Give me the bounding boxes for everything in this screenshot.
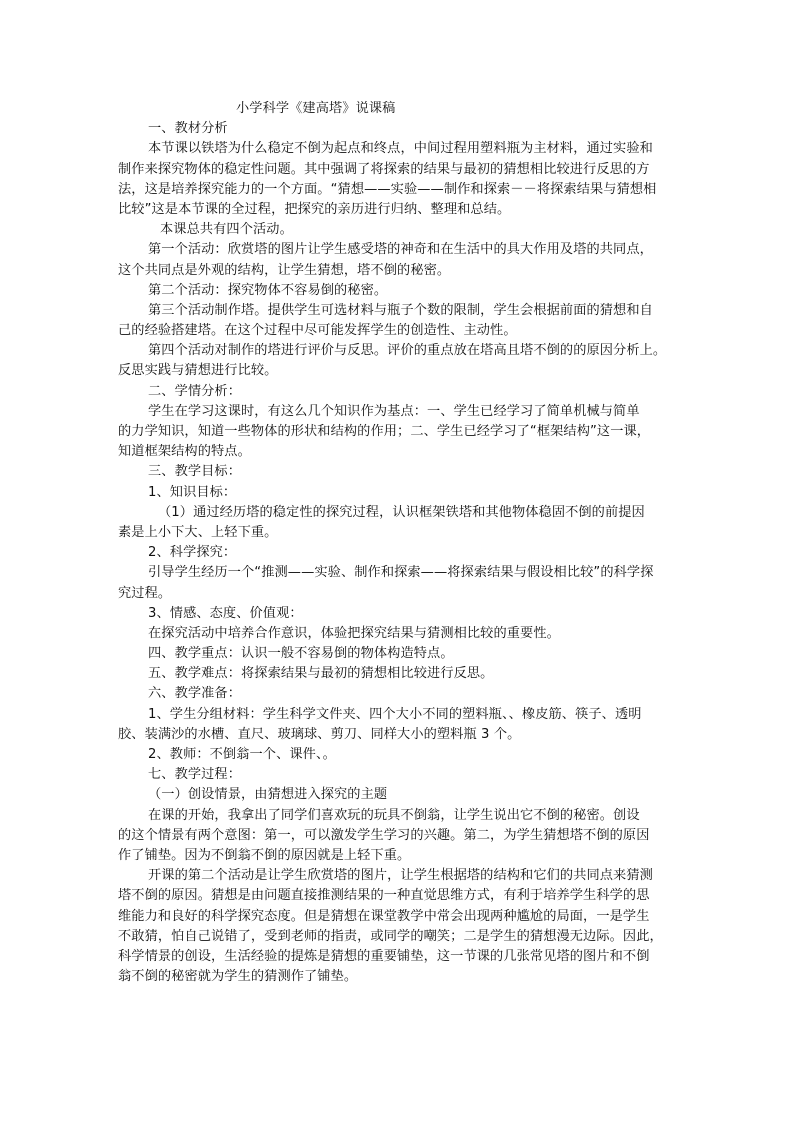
paragraph-line: 2、教师：不倒翁一个、课件、。 xyxy=(148,747,336,762)
paragraph-line: 究过程。 xyxy=(118,585,172,601)
paragraph-line: 第一个活动：欣赏塔的图片让学生感受塔的神奇和在生活中的具大作用及塔的共同点， xyxy=(148,242,653,258)
subsection-heading: 1、知识目标： xyxy=(148,484,237,500)
paragraph-line: 法，这是培养探究能力的一个方面。“猜想——实验——制作和探索－－将探索结果与猜想相 xyxy=(118,181,657,197)
paragraph-line: 维能力和良好的科学探究态度。但是猜想在课堂教学中常会出现两种尴尬的局面，一是学生 xyxy=(118,908,650,924)
section-heading: 七、教学过程： xyxy=(148,767,242,783)
paragraph-line: 在课的开始，我拿出了同学们喜欢玩的玩具不倒翁，让学生说出它不倒的秘密。创设 xyxy=(148,807,640,823)
paragraph-line: 学生在学习这课时，有这么几个知识作为基点：一、学生已经学习了简单机械与简单 xyxy=(148,403,640,419)
paragraph-line: 塔不倒的原因。猜想是由问题直接推测结果的一种直觉思维方式，有利于培养学生科学的思 xyxy=(118,888,650,904)
section-heading: 三、教学目标： xyxy=(148,464,242,480)
paragraph-line: 的力学知识，知道一些物体的形状和结构的作用；二、学生已经学习了“框架结构”这一课， xyxy=(118,424,651,439)
subsection-heading: 3、情感、态度、价值观： xyxy=(148,605,303,621)
paragraph-line: 引导学生经历一个“推测——实验、制作和探索——将探索结果与假设相比较”的科学探 xyxy=(148,565,654,581)
paragraph-line: 素是上小下大、上轻下重。 xyxy=(118,524,278,540)
page-title: 小学科学《建高塔》说课稿 xyxy=(236,101,396,116)
paragraph-line: （1）通过经历塔的稳定性的探究过程，认识框架铁塔和其他物体稳固不倒的前提因 xyxy=(158,504,645,520)
section-heading: 四、教学重点：认识一般不容易倒的物体构造特点。 xyxy=(148,646,454,662)
paragraph-line: 胶、装满沙的水槽、直尺、玻璃球、剪刀、同样大小的塑料瓶 3 个。 xyxy=(118,726,521,742)
document-body xyxy=(118,99,686,987)
paragraph-line: 第四个活动对制作的塔进行评价与反思。评价的重点放在塔高且塔不倒的的原因分析上。 xyxy=(148,343,667,359)
paragraph-line: 这个共同点是外观的结构，让学生猜想，塔不倒的秘密。 xyxy=(118,262,451,278)
paragraph-line: 翁不倒的秘密就为学生的猜测作了铺垫。 xyxy=(118,969,358,985)
section-heading: 六、教学准备： xyxy=(148,686,242,702)
section-heading: 二、学情分析： xyxy=(148,383,242,399)
paragraph-line: 本课总共有四个活动。 xyxy=(160,222,293,238)
paragraph-line: 科学情景的创设，生活经验的提炼是猜想的重要铺垫，这一节课的几张常见塔的图片和不倒 xyxy=(118,948,650,964)
paragraph-line: 反思实践与猜想进行比较。 xyxy=(118,363,278,379)
paragraph-line: 开课的第二个活动是让学生欣赏塔的图片，让学生根据塔的结构和它们的共同点来猜测 xyxy=(148,868,653,884)
paragraph-line: 第二个活动：探究物体不容易倒的秘密。 xyxy=(148,282,388,298)
paragraph-line: 第三个活动制作塔。提供学生可选材料与瓶子个数的限制，学生会根据前面的猜想和自 xyxy=(148,302,653,318)
paragraph-line: 1、学生分组材料：学生科学文件夹、四个大小不同的塑料瓶、、橡皮筋、筷子、透明 xyxy=(148,706,642,722)
subsection-heading: 2、科学探究： xyxy=(148,545,237,561)
paragraph-line: 制作来探究物体的稳定性问题。其中强调了将探索的结果与最初的猜想相比较进行反思的方 xyxy=(118,161,650,177)
paragraph-line: 比较”这是本节课的全过程，把探究的亲历进行归纳、整理和总结。 xyxy=(118,201,511,217)
paragraph-line: 在探究活动中培养合作意识，体验把探究结果与猜测相比较的重要性。 xyxy=(148,625,560,641)
paragraph-line: 作了铺垫。因为不倒翁不倒的原因就是上轻下重。 xyxy=(118,847,411,863)
paragraph-line: 知道框架结构的特点。 xyxy=(118,444,251,460)
subsection-heading: （一）创设情景，由猜想进入探究的主题 xyxy=(148,787,388,803)
section-heading: 一、教材分析 xyxy=(148,121,228,137)
paragraph-line: 己的经验搭建塔。在这个过程中尽可能发挥学生的创造性、主动性。 xyxy=(118,323,517,339)
paragraph-line: 不敢猜，怕自己说错了，受到老师的指责，或同学的嘲笑；二是学生的猜想漫无边际。因此， xyxy=(118,928,663,944)
paragraph-line: 本节课以铁塔为什么稳定不倒为起点和终点，中间过程用塑料瓶为主材料，通过实验和 xyxy=(148,141,653,157)
paragraph-line: 的这个情景有两个意图：第一，可以激发学生学习的兴趣。第二，为学生猜想塔不倒的原因 xyxy=(118,827,650,843)
section-heading: 五、教学难点：将探索结果与最初的猜想相比较进行反思。 xyxy=(148,666,494,682)
